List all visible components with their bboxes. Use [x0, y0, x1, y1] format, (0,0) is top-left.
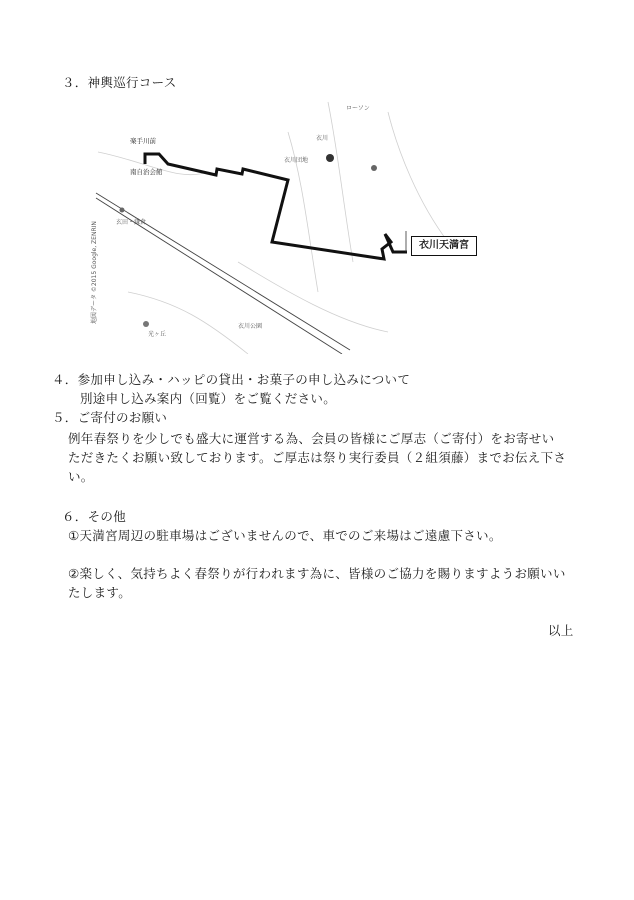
section5-line3: い。	[68, 469, 94, 484]
closing-text: 以上	[548, 623, 574, 638]
railway-line	[96, 193, 350, 354]
road-label-1: 玄田・鎌倉	[116, 219, 147, 226]
section6-item1: ①天満宮周辺の駐車場はございませんので、車でのご来場はご遠慮下さい。	[68, 528, 502, 543]
route-map-graphic	[88, 92, 508, 354]
procession-route	[145, 154, 407, 259]
section6-item2-line2: たします。	[68, 585, 132, 600]
landmark-marker-3	[120, 208, 125, 213]
road-label-4: 衣川団地	[284, 157, 309, 164]
section3-heading: ３．神輿巡行コース	[62, 75, 177, 90]
shrine-label: 衣川天満宮	[411, 236, 477, 256]
road-label-5: 光ヶ丘	[148, 331, 167, 338]
landmark-marker-4	[143, 321, 149, 327]
landmark-marker-2	[326, 154, 334, 162]
map-credit: 地図データ ©2015 Google, ZENRIN	[91, 221, 98, 324]
section6-heading: ６．その他	[62, 509, 127, 524]
section4-line2: 別途申し込み案内（回覧）をご覧ください。	[80, 391, 337, 406]
road-label-3: 衣川	[316, 135, 329, 142]
start-label-1: 楽手川前	[130, 137, 156, 145]
section6-item2-line1: ②楽しく、気持ちよく春祭りが行われます為に、皆様のご協力を賜りますようお願いい	[68, 566, 566, 581]
start-label-2: 南自治会館	[130, 168, 163, 176]
landmark-marker	[371, 165, 377, 171]
section5-line2: ただきたくお願い致しております。ご厚志は祭り実行委員（２組須藤）までお伝え下さ	[68, 450, 567, 465]
section5-line1: 例年春祭りを少しでも盛大に運営する為、会員の皆様にご厚志（ご寄付）をお寄せい	[68, 431, 555, 446]
section5-heading: ５．ご寄付のお願い	[52, 410, 168, 425]
section4-heading: ４．参加申し込み・ハッピの貸出・お菓子の申し込みについて	[52, 372, 411, 387]
road-label-6: 衣川公園	[238, 323, 263, 330]
route-map	[88, 92, 508, 354]
road-label-2: ローソン	[346, 105, 370, 112]
